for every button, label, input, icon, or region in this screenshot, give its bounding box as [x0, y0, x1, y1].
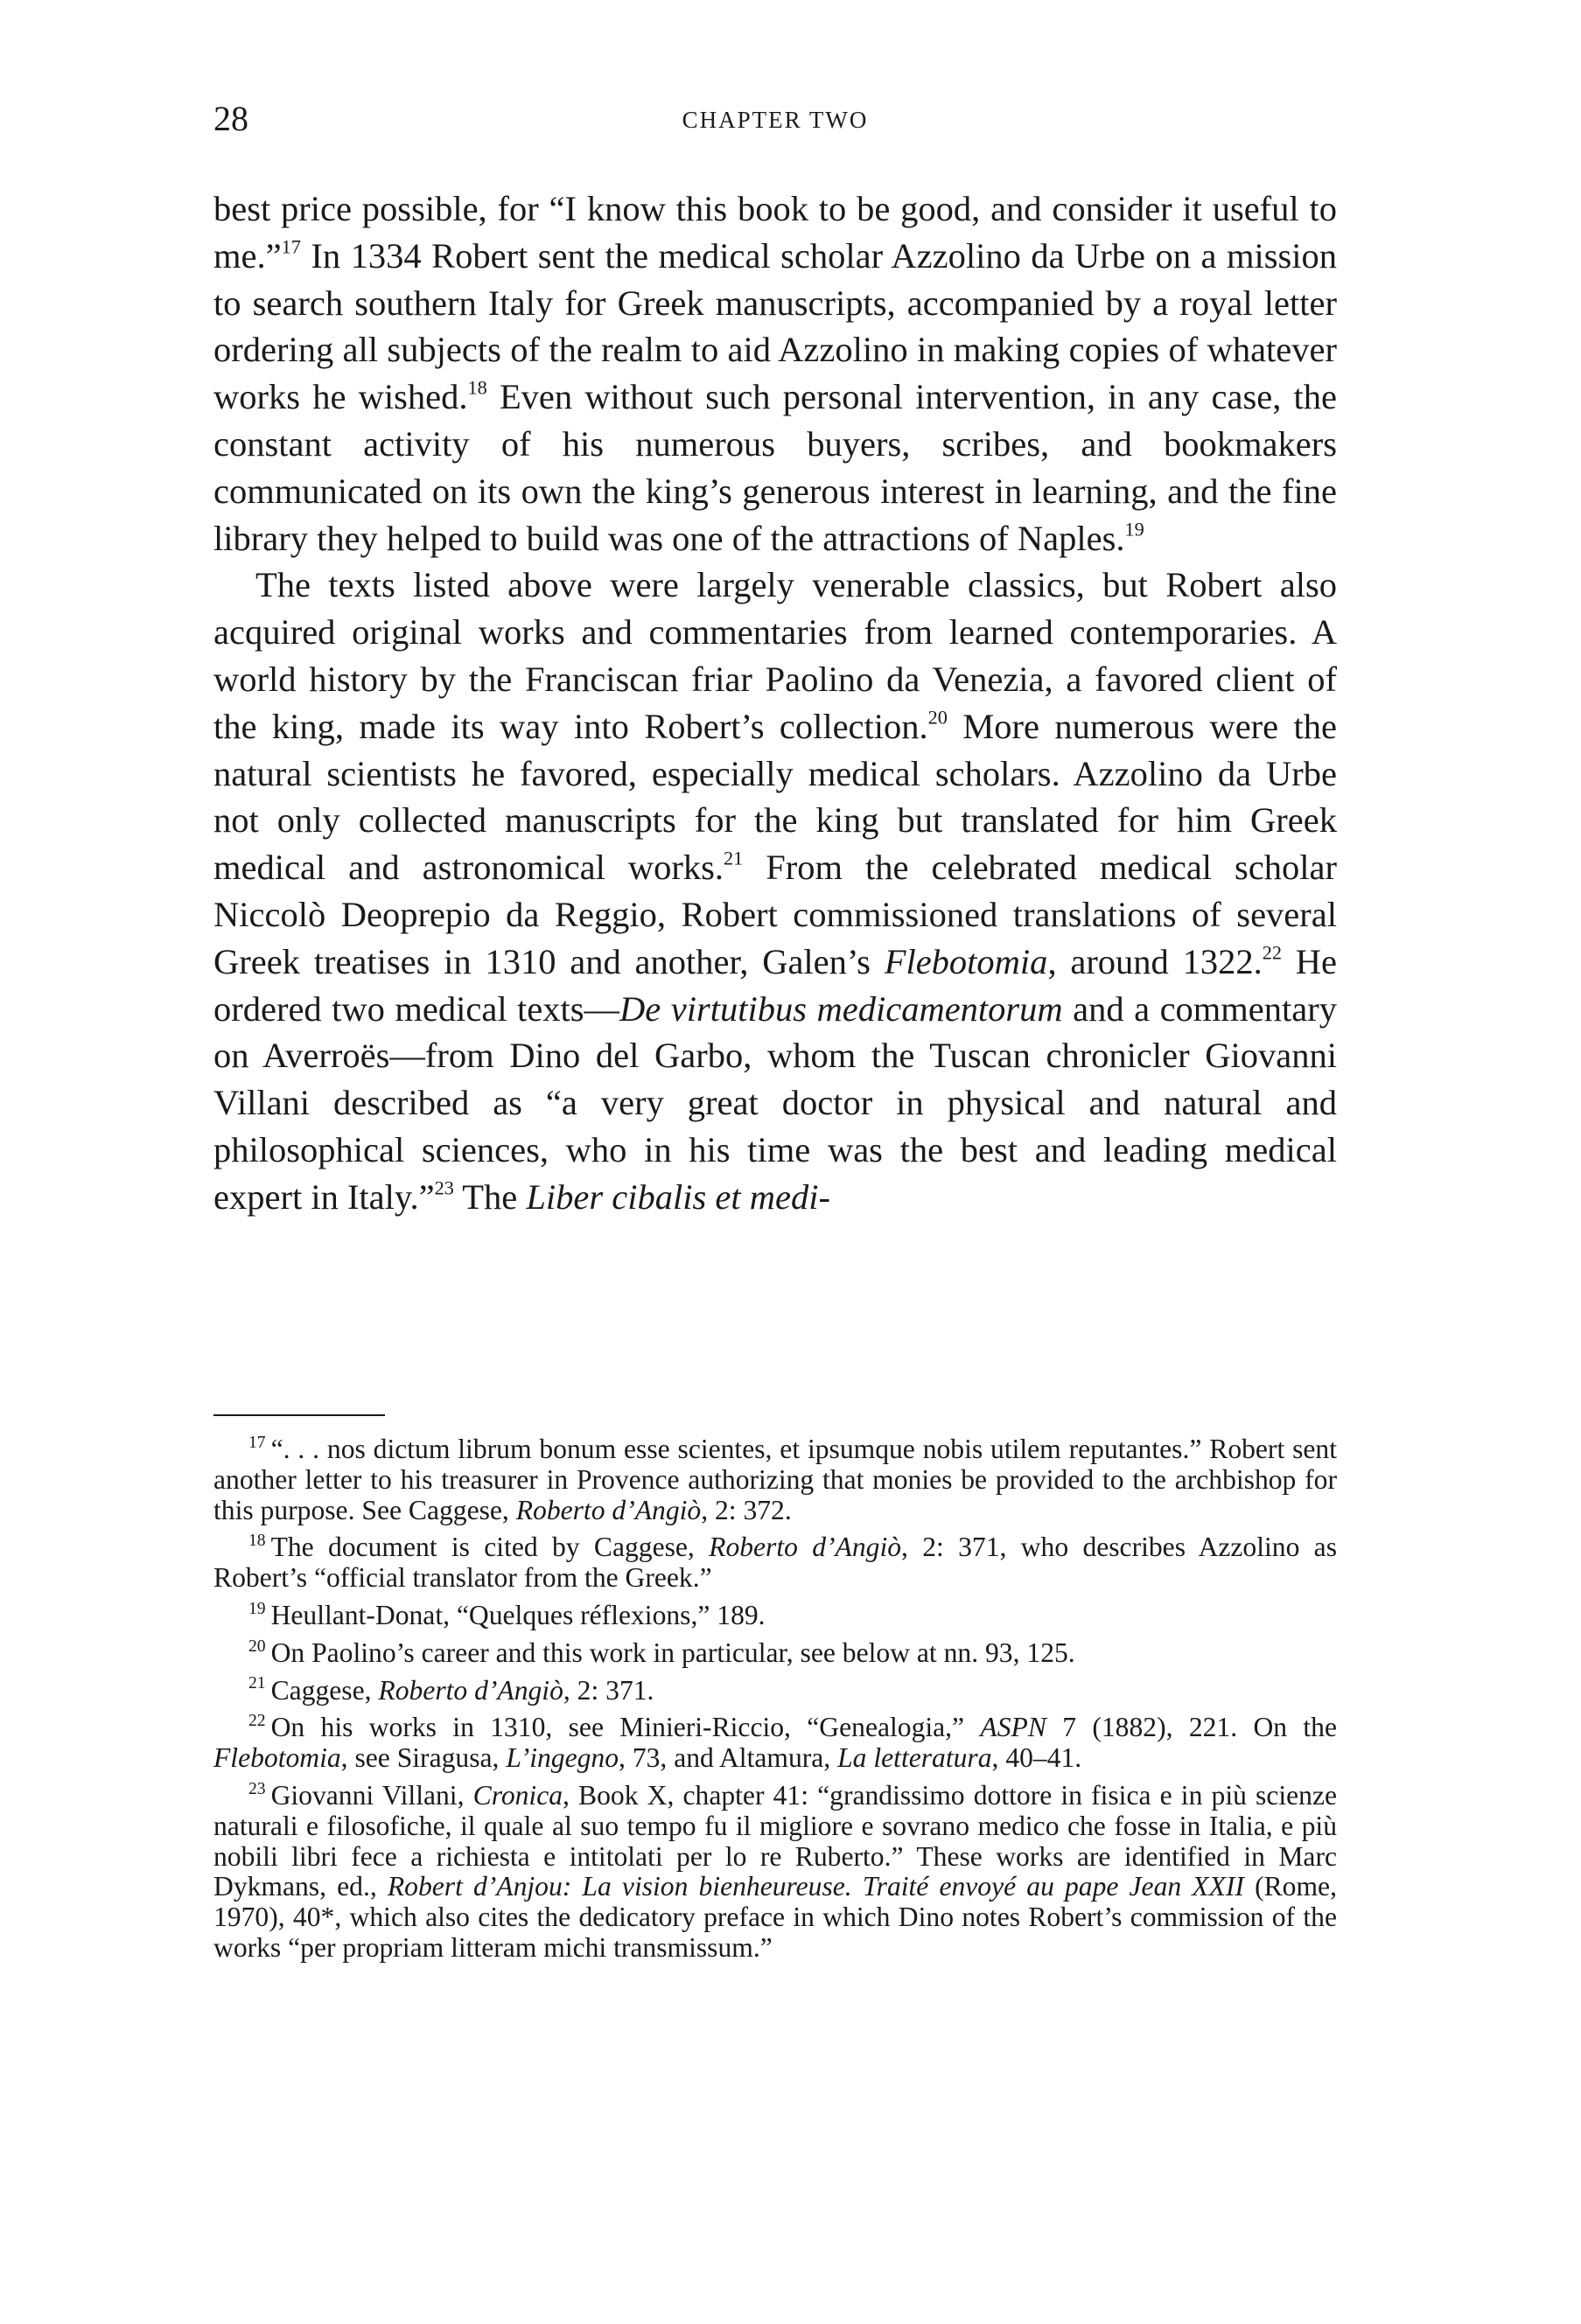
footnote-number: 22 — [248, 1712, 266, 1731]
footnote — [213, 1434, 1337, 1525]
text-run: , 40–41. — [991, 1742, 1082, 1774]
italic-text: De virtutibus medicamentorum — [619, 988, 1063, 1029]
italic-text: La letteratura — [837, 1742, 992, 1774]
text-run: On his works in 1310, see Minieri-Riccio, “Genealogia,” — [270, 1712, 981, 1743]
footnote-number: 23 — [248, 1779, 266, 1798]
body-paragraph — [213, 562, 1337, 1220]
footnote-ref: 23 — [434, 1176, 454, 1199]
footnote-ref: 19 — [1124, 517, 1144, 540]
footnote-number: 17 — [248, 1433, 266, 1452]
text-run: best price possible, for “I know this book to be good, and consider it useful to me.” — [213, 189, 1337, 276]
italic-text: Cronica — [472, 1779, 563, 1811]
text-run: , Book X, chapter 41: “grandissimo dottore in fisica e in più scienze naturali e filosofiche, il quale al suo tempo fu il migliore e sovrano medico che fosse in Italia, e più nobili libri fece a richiesta e intitolati per lo re Ruberto.” These works are identified in Marc Dykmans, ed., — [213, 1779, 1337, 1902]
text-run: Caggese, — [270, 1674, 379, 1706]
footnote-ref: 17 — [281, 235, 301, 258]
text-run: , around 1322. — [1047, 941, 1263, 981]
text-run: The — [453, 1176, 527, 1217]
text-run: “. . . nos dictum librum bonum esse scientes, et ipsumque nobis utilem reputantes.” Robert sent another letter to his treasurer in Provence authorizing that monies be provided to the archbishop for this purpose. See Caggese, — [213, 1434, 1337, 1525]
text-run: Even without such personal intervention, in any case, the constant activity of his numerous buyers, scribes, and bookmakers communicated on its own the king’s generous interest in learning, and the fine library they helped to build was one of the attractions of Naples. — [213, 377, 1338, 558]
text-run: , 2: 371. — [563, 1674, 654, 1706]
italic-text: L’ingegno — [506, 1742, 619, 1774]
text-run: Heullant-Donat, “Quelques réflexions,” 189. — [270, 1599, 766, 1630]
text-run: More numerous were the natural scientists he favored, especially medical scholars. Azzolino da Urbe not only collected manuscripts for the king but translated for him Greek medical and astronomical works. — [213, 706, 1337, 888]
footnote — [213, 1676, 1337, 1706]
italic-text: Roberto d’Angiò — [709, 1532, 902, 1563]
footnote-ref: 20 — [927, 706, 948, 729]
italic-text: Roberto d’Angiò — [378, 1674, 563, 1706]
text-run: , 2: 371, who describes Azzolino as Robert’s “official translator from the Greek.” — [213, 1532, 1338, 1594]
text-run: On Paolino’s career and this work in particular, see below at nn. 93, 125. — [270, 1637, 1075, 1668]
italic-text: Roberto d’Angiò — [515, 1494, 702, 1525]
text-run: (Rome, 1970), 40*, which also cites the dedicatory preface in which Dino notes Robert’s commission of the works “per propriam litteram michi transmissum.” — [213, 1871, 1337, 1963]
footnote — [213, 1601, 1337, 1631]
running-head: CHAPTER TWO — [682, 107, 869, 133]
italic-text: Flebotomia — [213, 1742, 341, 1774]
footnote — [213, 1532, 1337, 1594]
page-header — [213, 98, 1337, 150]
footnote-ref: 18 — [467, 376, 487, 399]
page-number: 28 — [213, 99, 248, 138]
footnote — [213, 1713, 1337, 1774]
text-run: , 73, and Altamura, — [619, 1742, 838, 1774]
text-run: Giovanni Villani, — [270, 1779, 473, 1811]
italic-text: Liber cibalis et medi- — [526, 1176, 830, 1217]
footnote-ref: 21 — [723, 847, 744, 869]
text-run: From the celebrated medical scholar Niccolò Deoprepio da Reggio, Robert commissioned translations of several Greek treatises in 1310 and another, Galen’s — [213, 848, 1338, 981]
text-run: In 1334 Robert sent the medical scholar Azzolino da Urbe on a mission to search southern Italy for Greek manuscripts, accompanied by a royal letter ordering all subjects of the realm to aid Azzolino in making copies of whatever works he wished. — [213, 235, 1337, 417]
body-paragraph — [213, 185, 1337, 562]
footnotes — [213, 1434, 1337, 1971]
text-run: The texts listed above were largely venerable classics, but Robert also acquired original works and commentaries from learned contemporaries. A world history by the Franciscan friar Paolino da Venezia, a favored client of the king, made its way into Robert’s collection. — [213, 565, 1337, 746]
footnote-number: 21 — [248, 1674, 266, 1693]
italic-text: ASPN — [980, 1712, 1046, 1743]
footnote-number: 19 — [248, 1599, 266, 1618]
footnote-number: 20 — [248, 1637, 266, 1656]
text-run: 7 (1882), 221. On the — [1046, 1712, 1337, 1743]
text-run: , see Siragusa, — [340, 1742, 507, 1774]
text-run: and a commentary on Averroës—from Dino del Garbo, whom the Tuscan chronicler Giovanni Villani described as “a very great doctor in physical and natural and philosophical sciences, who in his time was the best and leading medical expert in Italy.” — [213, 988, 1338, 1217]
footnote-number: 18 — [248, 1532, 266, 1551]
text-run: , 2: 372. — [701, 1494, 792, 1525]
footnote — [213, 1638, 1337, 1669]
text-run: He ordered two medical texts— — [213, 941, 1337, 1029]
italic-text: Robert d’Anjou: La vision bienheureuse. Traité envoyé au pape Jean XXII — [387, 1871, 1244, 1902]
footnote-separator — [213, 1414, 385, 1416]
footnote-ref: 22 — [1262, 941, 1282, 964]
italic-text: Flebotomia — [884, 941, 1048, 981]
text-run: The document is cited by Caggese, — [270, 1532, 710, 1563]
main-text — [213, 185, 1337, 1221]
footnote — [213, 1781, 1337, 1964]
